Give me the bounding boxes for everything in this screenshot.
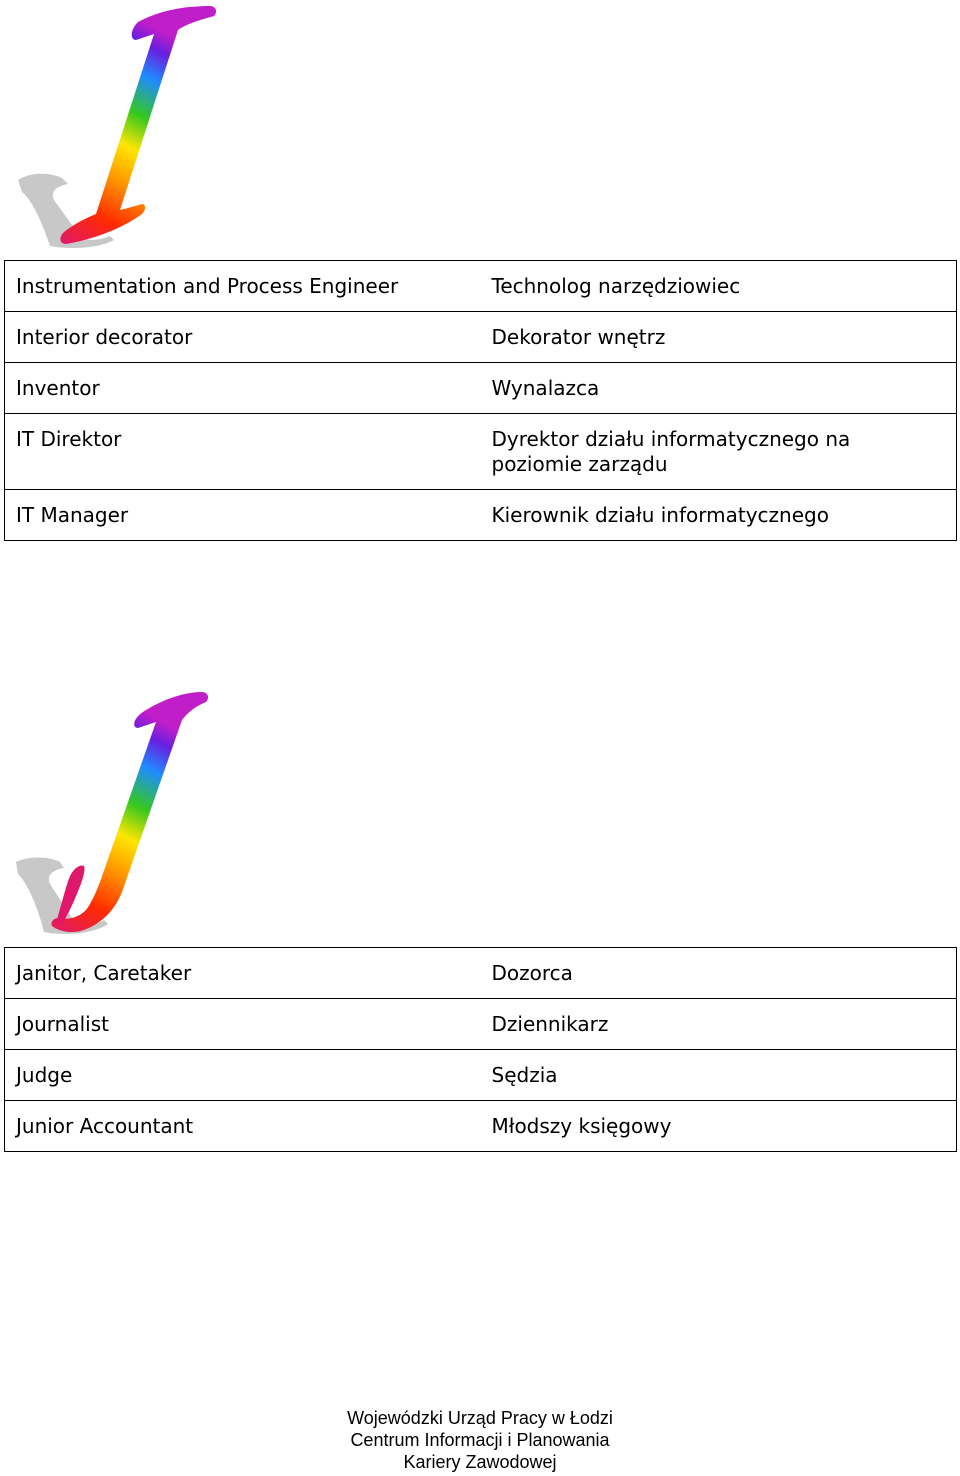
footer-line: Kariery Zawodowej	[403, 1452, 557, 1472]
footer-line: Wojewódzki Urząd Pracy w Łodzi	[347, 1408, 613, 1428]
table-row	[5, 948, 957, 999]
table-row	[5, 1101, 957, 1152]
table-row	[5, 1050, 957, 1101]
english-term: Instrumentation and Process Engineer	[5, 261, 481, 312]
english-term: IT Manager	[5, 490, 481, 541]
polish-term: Dyrektor działu informatycznego na poziomie zarządu	[481, 414, 957, 490]
table-row	[5, 363, 957, 414]
footer-line: Centrum Informacji i Planowania	[350, 1430, 610, 1450]
english-term: IT Direktor	[5, 414, 481, 490]
polish-term: Młodszy księgowy	[481, 1101, 957, 1152]
polish-term: Sędzia	[481, 1050, 957, 1101]
polish-term: Kierownik działu informatycznego	[481, 490, 957, 541]
english-term: Interior decorator	[5, 312, 481, 363]
polish-term: Dziennikarz	[481, 999, 957, 1050]
page-footer	[0, 1407, 960, 1473]
table-row	[5, 312, 957, 363]
glossary-table-j	[4, 947, 957, 1152]
polish-term: Wynalazca	[481, 363, 957, 414]
english-term: Journalist	[5, 999, 481, 1050]
glossary-table-i	[4, 260, 957, 541]
table-row	[5, 261, 957, 312]
letter-i-decoration-icon	[10, 0, 230, 252]
table-row	[5, 414, 957, 490]
english-term: Janitor, Caretaker	[5, 948, 481, 999]
english-term: Junior Accountant	[5, 1101, 481, 1152]
table-row	[5, 999, 957, 1050]
polish-term: Technolog narzędziowiec	[481, 261, 957, 312]
letter-j-decoration-icon	[10, 686, 230, 938]
table-row	[5, 490, 957, 541]
polish-term: Dekorator wnętrz	[481, 312, 957, 363]
english-term: Inventor	[5, 363, 481, 414]
english-term: Judge	[5, 1050, 481, 1101]
polish-term: Dozorca	[481, 948, 957, 999]
